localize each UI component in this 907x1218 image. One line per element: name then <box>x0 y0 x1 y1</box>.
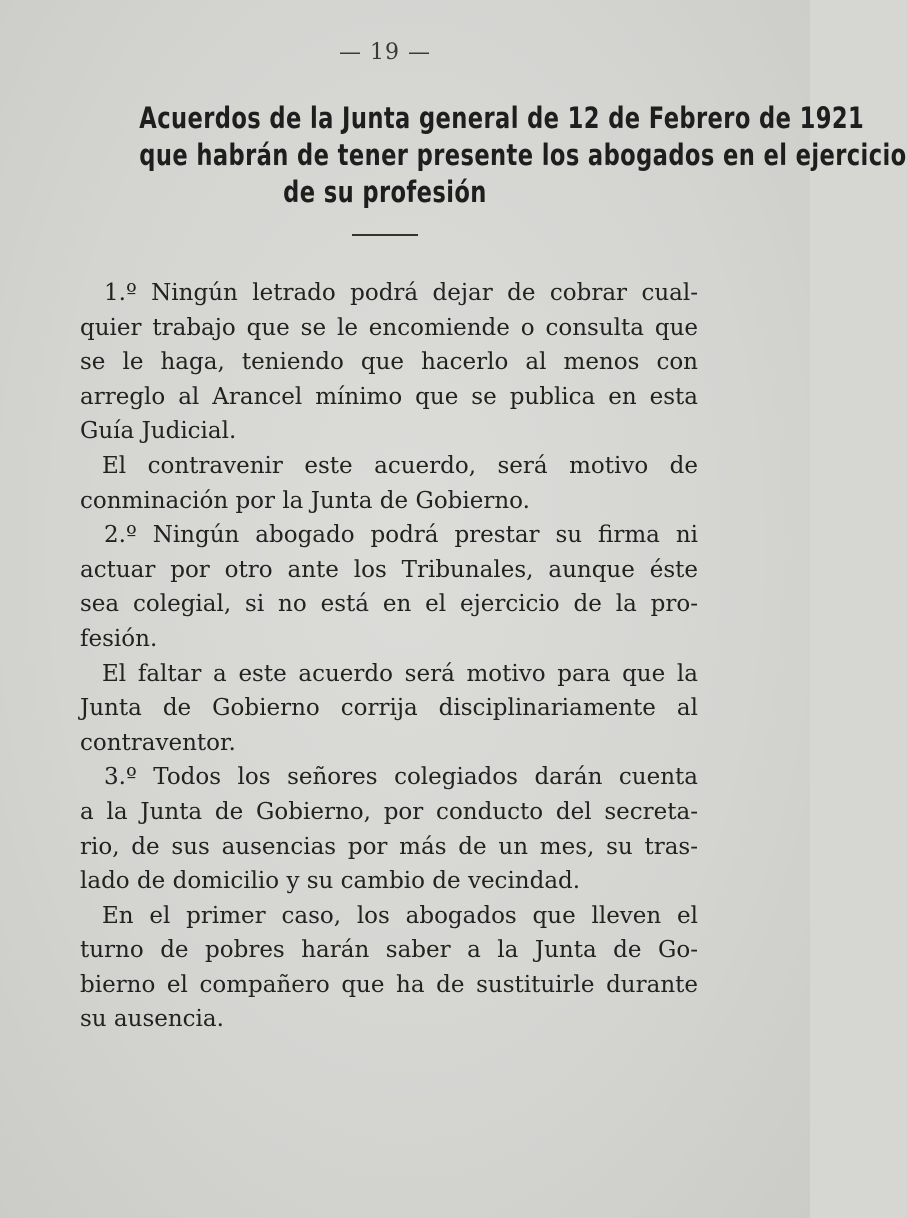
title-divider <box>352 234 418 236</box>
text-line: 3.º Todos los señores colegiados darán cuenta <box>104 764 698 791</box>
text-line: se le haga, teniendo que hacerlo al menos con <box>80 349 698 376</box>
text-line: a la Junta de Gobierno, por conducto del secreta- <box>80 798 698 825</box>
title-line: que habrán de tener presente los abogados en el ejercicio <box>139 138 907 172</box>
text-line: conminación por la Junta de Gobierno. <box>80 487 530 514</box>
text-line: lado de domicilio y su cambio de vecindad. <box>80 868 581 895</box>
text-line: turno de pobres harán saber a la Junta de Go- <box>80 937 698 964</box>
text-line: su ausencia. <box>80 1006 224 1033</box>
text-line: Guía Judicial. <box>80 418 237 445</box>
text-line: quier trabajo que se le encomiende o consulta que <box>80 314 698 341</box>
document-body <box>80 276 698 1037</box>
text-line: El contravenir este acuerdo, será motivo de <box>102 452 698 479</box>
page-title <box>139 100 907 211</box>
text-line: En el primer caso, los abogados que lleven el <box>102 902 698 929</box>
page-number: — 19 — <box>339 40 431 65</box>
title-line: Acuerdos de la Junta general de 12 de Febrero de 1921 <box>139 101 865 135</box>
text-line: El faltar a este acuerdo será motivo para que la <box>102 660 698 687</box>
text-line: bierno el compañero que ha de sustituirle durante <box>80 971 698 998</box>
text-line: 1.º Ningún letrado podrá dejar de cobrar cual- <box>104 280 698 306</box>
text-line: Junta de Gobierno corrija disciplinariamente al <box>80 695 698 722</box>
title-line: de su profesión <box>283 175 487 209</box>
text-line: actuar por otro ante los Tribunales, aunque éste <box>80 556 698 583</box>
text-line: fesión. <box>80 625 158 652</box>
text-line: 2.º Ningún abogado podrá prestar su firma ni <box>104 522 698 549</box>
text-line: rio, de sus ausencias por más de un mes, su tras- <box>80 833 698 860</box>
text-line: sea colegial, si no está en el ejercicio de la pro- <box>80 591 698 618</box>
text-line: contraventor. <box>80 729 236 756</box>
text-line: arreglo al Arancel mínimo que se publica en esta <box>80 383 698 410</box>
